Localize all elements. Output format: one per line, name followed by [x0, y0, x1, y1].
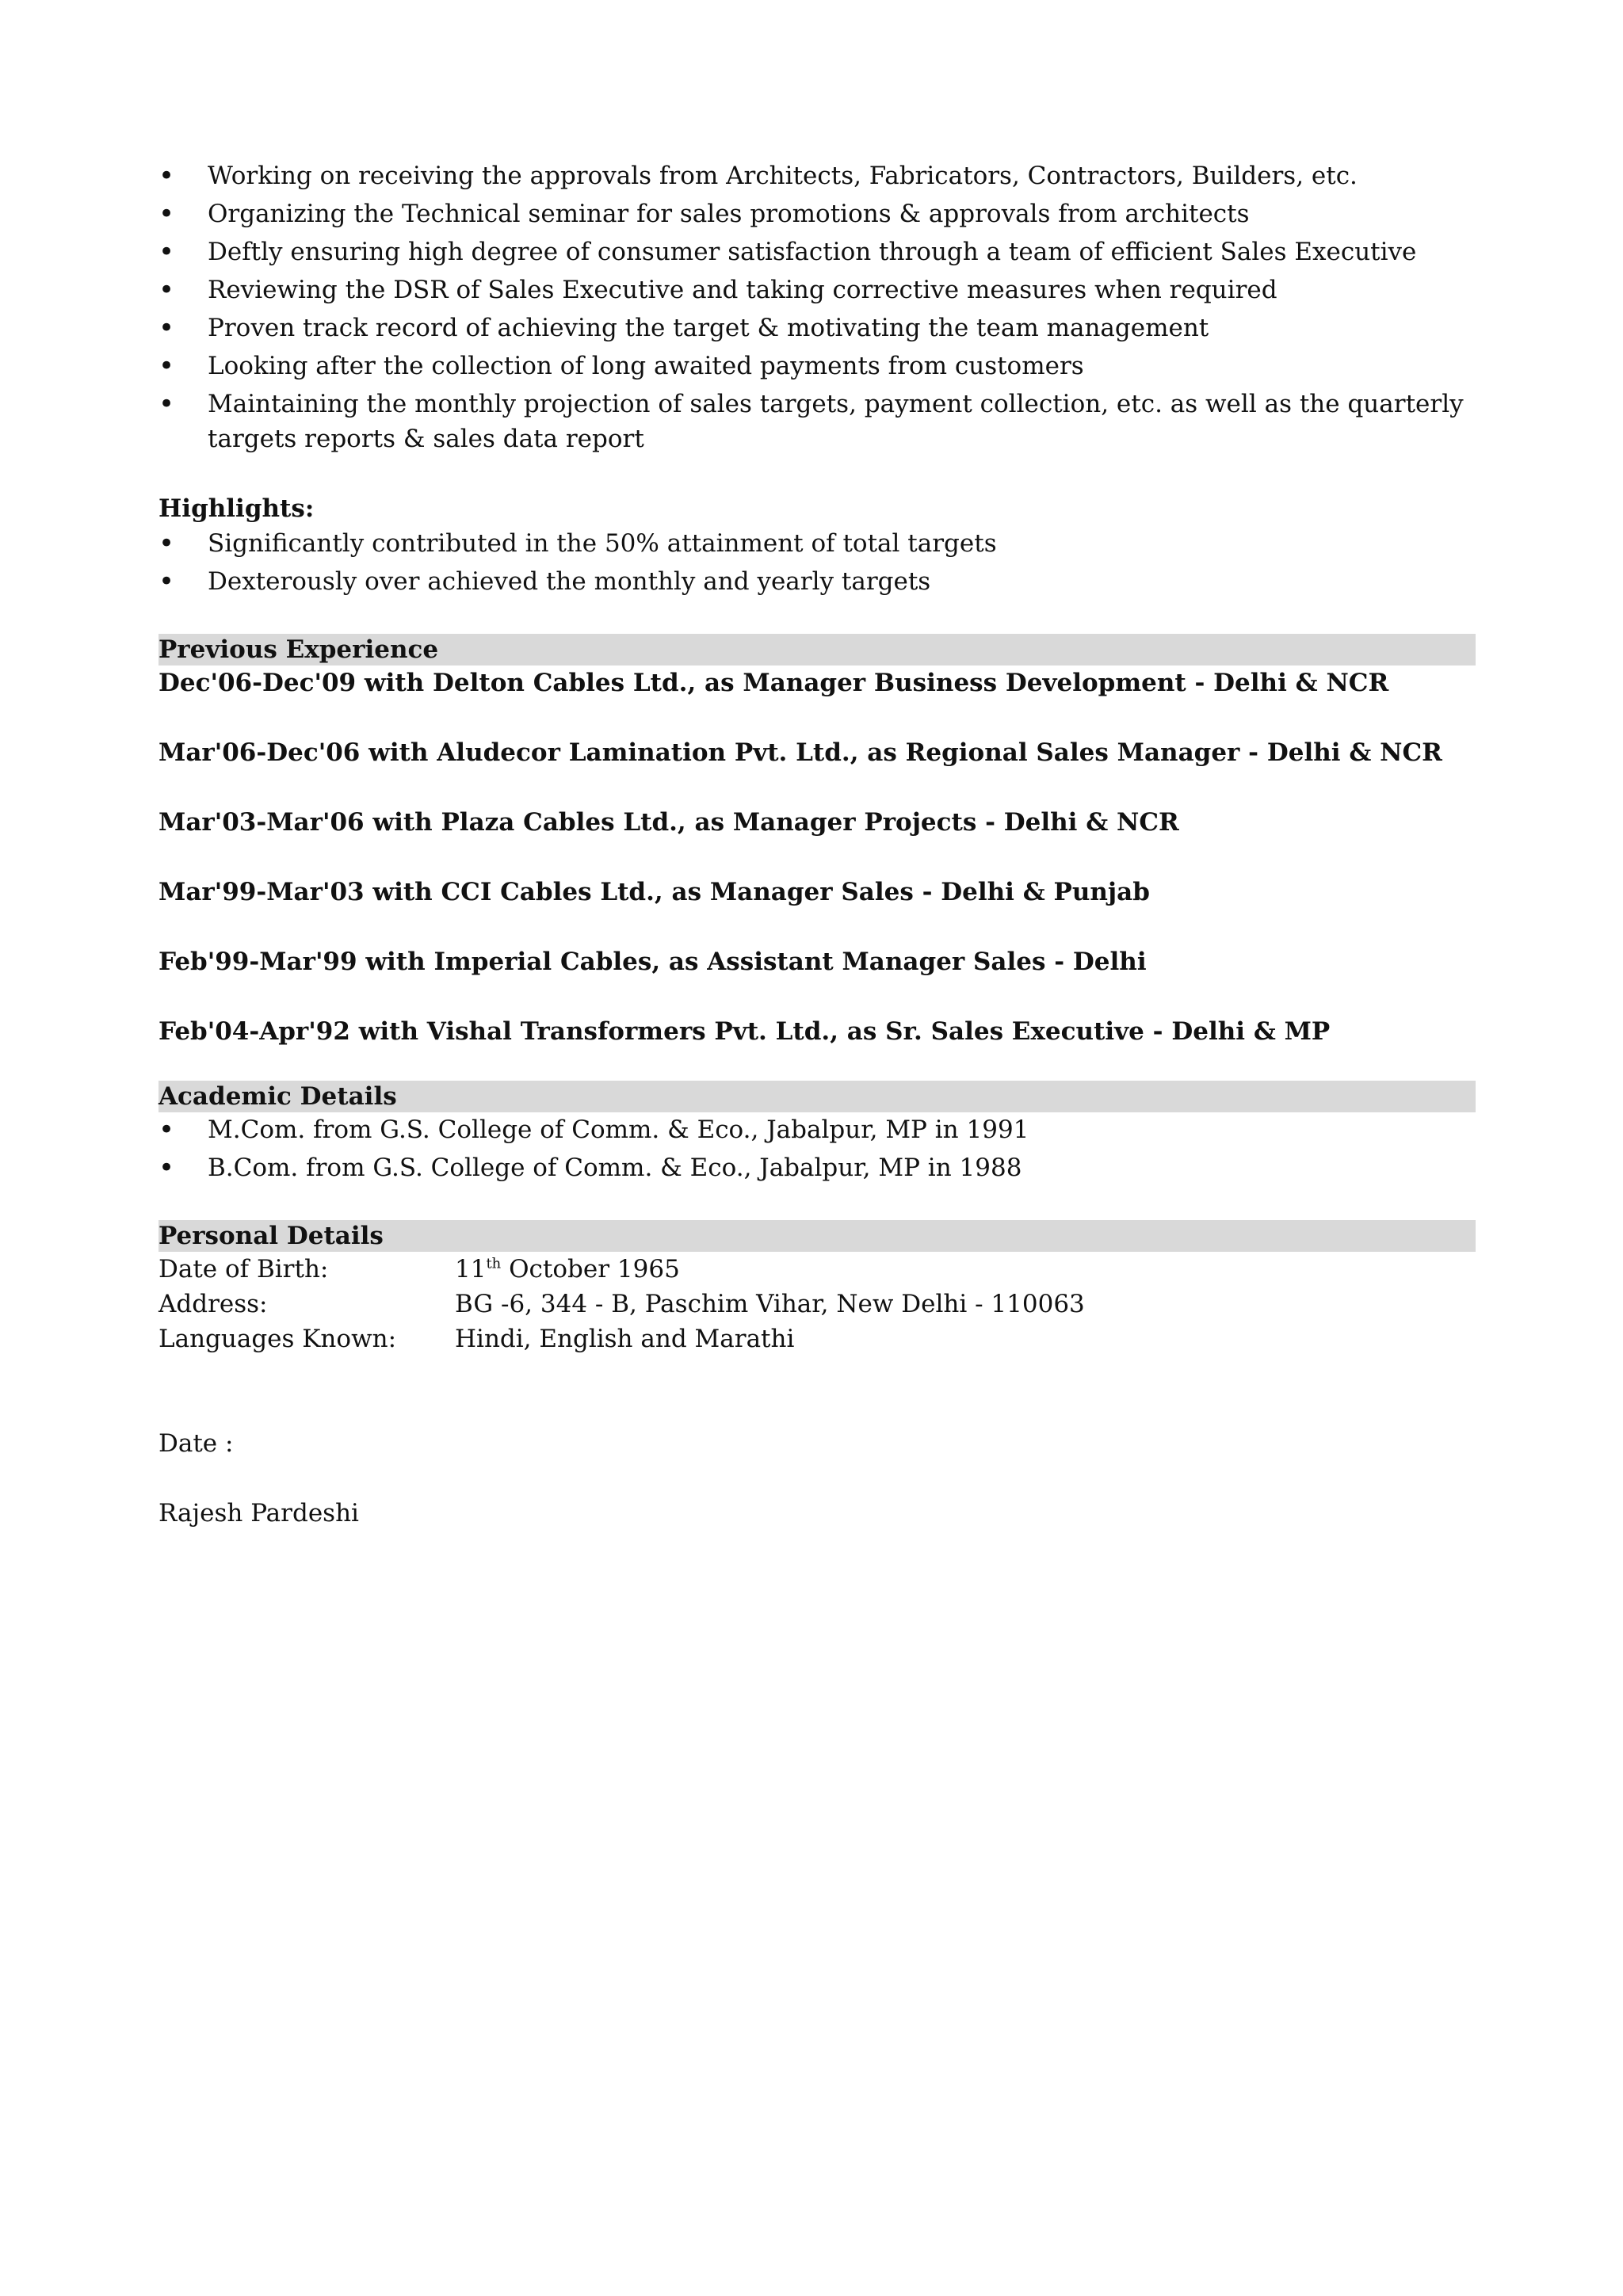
personal-details-heading: Personal Details	[158, 1220, 1476, 1252]
bullet-icon: •	[158, 236, 175, 268]
previous-experience-heading: Previous Experience	[158, 634, 1476, 666]
resume-page	[158, 158, 1476, 1531]
list-item: • Deftly ensuring high degree of consumer satisfaction through a team of efficient Sales Executive	[158, 236, 1417, 268]
experience-entry: Mar'03-Mar'06 with Plaza Cables Ltd., as Manager Projects - Delhi & NCR	[158, 808, 1179, 837]
list-item: • Organizing the Technical seminar for sales promotions & approvals from architects	[158, 198, 1250, 230]
list-item: • Reviewing the DSR of Sales Executive and taking corrective measures when required	[158, 274, 1277, 306]
bullet-icon: •	[158, 1114, 175, 1146]
languages-label: Languages Known:	[158, 1325, 397, 1353]
list-item: • M.Com. from G.S. College of Comm. & Eco., Jabalpur, MP in 1991	[158, 1114, 1029, 1146]
academic-list	[158, 1112, 1476, 1185]
experience-entry: Mar'99-Mar'03 with CCI Cables Ltd., as Manager Sales - Delhi & Punjab	[158, 878, 1150, 906]
dob-label: Date of Birth:	[158, 1255, 329, 1283]
bullet-icon: •	[158, 312, 175, 344]
address-row	[158, 1287, 1476, 1322]
dob-value: 11th October 1965	[455, 1255, 680, 1283]
highlights-heading: Highlights:	[158, 494, 315, 523]
list-item: • Working on receiving the approvals from Architects, Fabricators, Contractors, Builders, etc.	[158, 160, 1358, 192]
dob-row	[158, 1252, 1476, 1287]
duties-list	[158, 158, 1476, 456]
list-item: • Proven track record of achieving the target & motivating the team management	[158, 312, 1209, 344]
bullet-icon: •	[158, 274, 175, 306]
list-item: • Significantly contributed in the 50% attainment of total targets	[158, 528, 997, 559]
languages-value: Hindi, English and Marathi	[455, 1325, 795, 1353]
date-label: Date :	[158, 1429, 234, 1458]
bullet-icon: •	[158, 528, 175, 559]
bullet-icon: •	[158, 198, 175, 230]
list-item: • Looking after the collection of long awaited payments from customers	[158, 350, 1084, 382]
bullet-icon: •	[158, 1152, 175, 1184]
highlights-list	[158, 526, 1476, 599]
bullet-icon: •	[158, 350, 175, 382]
bullet-icon: •	[158, 566, 175, 597]
languages-row	[158, 1322, 1476, 1356]
experience-entry: Feb'04-Apr'92 with Vishal Transformers Pvt. Ltd., as Sr. Sales Executive - Delhi & MP	[158, 1017, 1331, 1046]
experience-entry: Dec'06-Dec'09 with Delton Cables Ltd., as Manager Business Development - Delhi & NCR	[158, 669, 1389, 697]
signature-name: Rajesh Pardeshi	[158, 1499, 359, 1527]
list-item: • B.Com. from G.S. College of Comm. & Eco., Jabalpur, MP in 1988	[158, 1152, 1022, 1184]
address-value: BG -6, 344 - B, Paschim Vihar, New Delhi - 110063	[455, 1290, 1085, 1318]
academic-details-heading: Academic Details	[158, 1081, 1476, 1112]
experience-entry: Mar'06-Dec'06 with Aludecor Lamination Pvt. Ltd., as Regional Sales Manager - Delhi & NCR	[158, 738, 1442, 767]
list-item: • Dexterously over achieved the monthly and yearly targets	[158, 566, 931, 597]
bullet-icon: •	[158, 160, 175, 192]
bullet-icon: •	[158, 388, 175, 420]
experience-entry: Feb'99-Mar'99 with Imperial Cables, as Assistant Manager Sales - Delhi	[158, 948, 1147, 976]
address-label: Address:	[158, 1290, 268, 1318]
list-item: • Maintaining the monthly projection of sales targets, payment collection, etc. as well as the quarterly targets reports & sales data report	[158, 388, 1464, 453]
